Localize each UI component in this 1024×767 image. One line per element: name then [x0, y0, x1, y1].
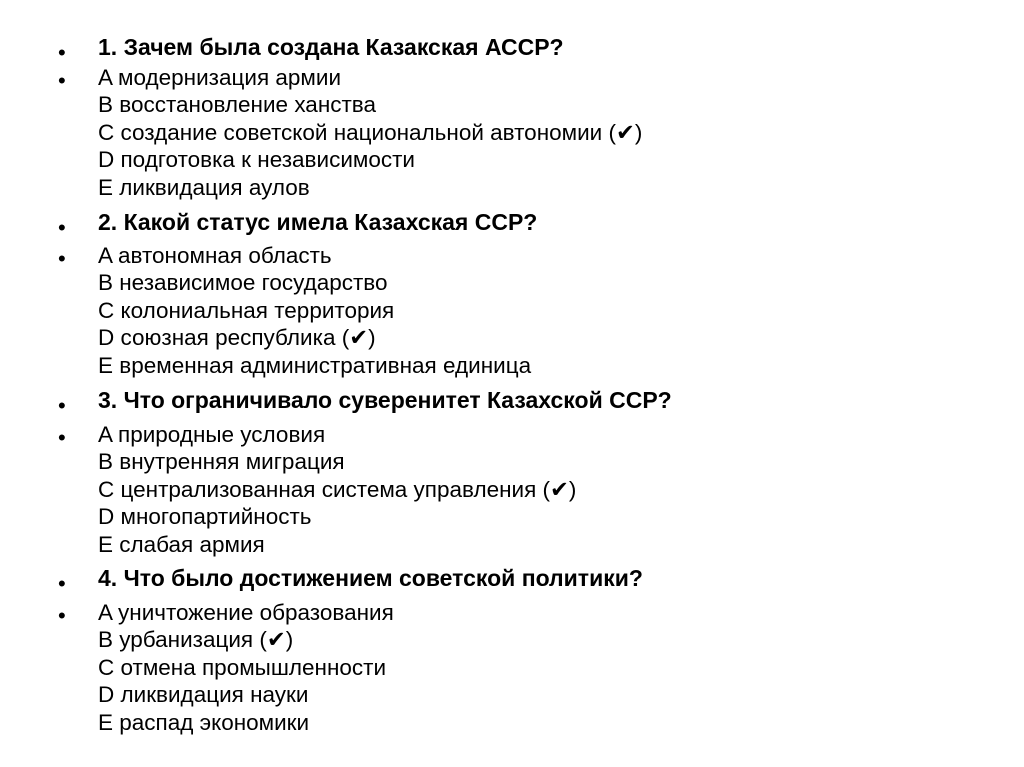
question-3-bullet: • — [58, 393, 66, 418]
answer-3c: C централизованная система управления (✔) — [98, 476, 577, 502]
answers-3-list — [98, 421, 998, 558]
question-2-bullet: • — [58, 215, 66, 240]
answers-4-list — [98, 599, 998, 736]
answer-4d: D ликвидация науки — [98, 682, 309, 708]
question-1-bullet: • — [58, 40, 66, 65]
answers-1-bullet: • — [58, 68, 66, 93]
answers-1-list — [98, 64, 998, 201]
answers-4-bullet: • — [58, 603, 66, 628]
answer-1d: D подготовка к независимости — [98, 147, 415, 173]
answer-3b: B внутренняя миграция — [98, 449, 345, 475]
answer-4a: A уничтожение образования — [98, 600, 394, 625]
answer-1a: A модернизация армии — [98, 65, 342, 90]
answer-4b: B урбанизация (✔) — [98, 627, 294, 653]
answer-2a: A автономная область — [98, 243, 332, 268]
answer-1b: B восстановление ханства — [98, 92, 377, 118]
answer-3d: D многопартийность — [98, 504, 312, 530]
answer-2b: B независимое государство — [98, 270, 388, 296]
question-4-text: 4. Что было достижением советской политики? — [98, 565, 643, 591]
answer-3a: A природные условия — [98, 422, 326, 447]
answer-1c: C создание советской национальной автономии (✔) — [98, 119, 643, 145]
answer-2c: C колониальная территория — [98, 297, 395, 323]
answer-2d: D союзная республика (✔) — [98, 325, 376, 351]
answer-2e: E временная административная единица — [98, 352, 532, 378]
answer-4c: C отмена промышленности — [98, 654, 387, 680]
question-2-text: 2. Какой статус имела Казахская ССР? — [98, 209, 538, 235]
answers-2-list — [98, 242, 998, 379]
answers-3-bullet: • — [58, 425, 66, 450]
answers-2-bullet: • — [58, 246, 66, 271]
answer-1e: E ликвидация аулов — [98, 174, 310, 200]
question-1-text: 1. Зачем была создана Казакская АССР? — [98, 34, 564, 60]
question-4-bullet: • — [58, 571, 66, 596]
answer-3e: E слабая армия — [98, 531, 265, 557]
question-3-text: 3. Что ограничивало суверенитет Казахской ССР? — [98, 387, 672, 413]
answer-4e: E распад экономики — [98, 709, 310, 735]
